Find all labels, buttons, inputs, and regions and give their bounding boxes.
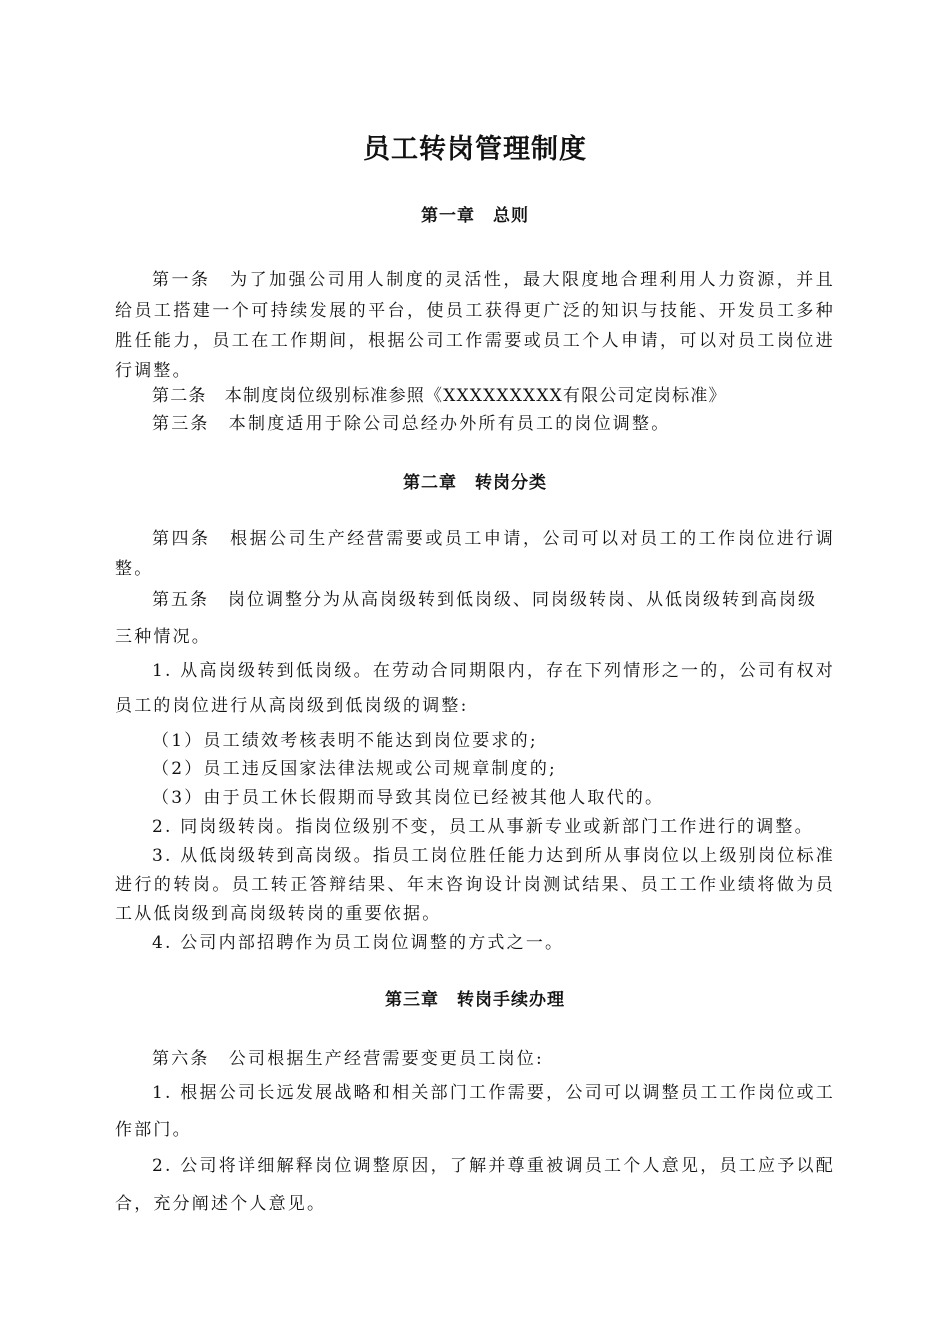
item-2-line-1: 2. 公司将详细解释岗位调整原因，了解并尊重被调员工个人意见，员工应予以配 [152,1156,835,1176]
point-1-line-1: 1. 从高岗级转到低岗级。在劳动合同期限内，存在下列情形之一的，公司有权对 [152,661,835,681]
point-3-line-3: 工从低岗级到高岗级转岗的重要依据。 [115,904,442,924]
item-1-line-1: 1. 根据公司长远发展战略和相关部门工作需要，公司可以调整员工工作岗位或工 [152,1083,835,1103]
article-1-line-1: 第一条 为了加强公司用人制度的灵活性，最大限度地合理利用人力资源，并且 [152,270,835,290]
article-1-line-4: 行调整。 [115,361,192,381]
article-2: 第二条 本制度岗位级别标准参照《XXXXXXXXX有限公司定岗标准》 [152,386,727,406]
article-1-line-2: 给员工搭建一个可持续发展的平台，使员工获得更广泛的知识与技能、开发员工多种 [115,301,835,321]
point-1-line-2: 员工的岗位进行从高岗级到低岗级的调整: [115,696,469,716]
article-3: 第三条 本制度适用于除公司总经办外所有员工的岗位调整。 [152,414,671,434]
chapter-heading-3: 第三章 转岗手续办理 [385,990,565,1010]
sub-point-2: （2）员工违反国家法律法规或公司规章制度的; [152,759,557,779]
article-5-line-1: 第五条 岗位调整分为从高岗级转到低岗级、同岗级转岗、从低岗级转到高岗级 [152,590,817,610]
article-6: 第六条 公司根据生产经营需要变更员工岗位: [152,1049,544,1069]
point-3-line-1: 3. 从低岗级转到高岗级。指员工岗位胜任能力达到所从事岗位以上级别岗位标准 [152,846,835,866]
article-1-line-3: 胜任能力，员工在工作期间，根据公司工作需要或员工个人申请，可以对员工岗位进 [115,331,835,351]
chapter-heading-1: 第一章 总则 [421,206,529,226]
item-1-line-2: 作部门。 [115,1120,192,1140]
article-5-line-2: 三种情况。 [115,627,211,647]
article-4-line-1: 第四条 根据公司生产经营需要或员工申请，公司可以对员工的工作岗位进行调 [152,529,835,549]
article-4-line-2: 整。 [115,559,154,579]
sub-point-1: （1）员工绩效考核表明不能达到岗位要求的; [152,731,538,751]
sub-point-3: （3）由于员工休长假期而导致其岗位已经被其他人取代的。 [152,788,665,808]
document-title: 员工转岗管理制度 [363,134,587,165]
item-2-line-2: 合，充分阐述个人意见。 [115,1194,327,1214]
chapter-heading-2: 第二章 转岗分类 [403,473,547,493]
point-3-line-2: 进行的转岗。员工转正答辩结果、年末咨询设计岗测试结果、员工工作业绩将做为员 [115,875,835,895]
point-2: 2. 同岗级转岗。指岗位级别不变，员工从事新专业或新部门工作进行的调整。 [152,817,814,837]
point-4: 4. 公司内部招聘作为员工岗位调整的方式之一。 [152,933,565,953]
